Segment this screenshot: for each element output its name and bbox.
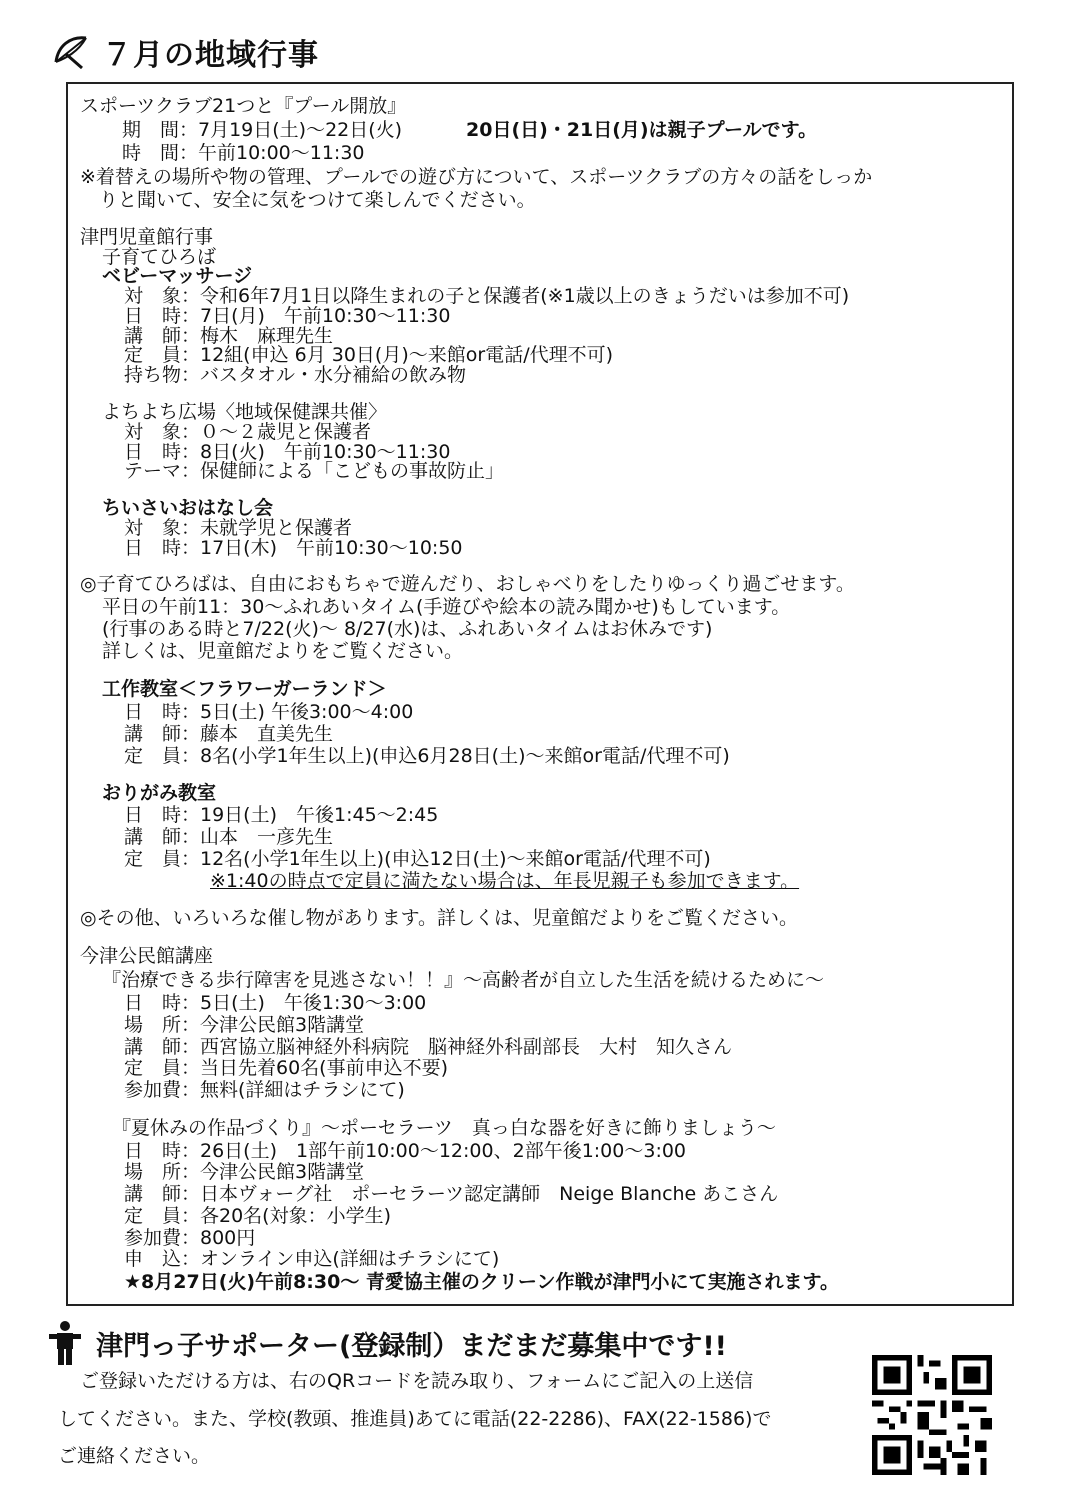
event-line: 定 員：12組(申込 6月 30日(月)〜来館or電話/代理不可): [124, 344, 614, 366]
event-line: 期 間：7月19日(土)〜22日(火): [122, 119, 403, 141]
event-line: 時 間：午前10:00〜11:30: [122, 142, 365, 164]
event-line: 今津公民館講座: [80, 945, 214, 967]
event-line: 日 時：5日(土) 午後1:30〜3:00: [124, 992, 427, 1014]
event-line: 日 時：19日(土) 午後1:45〜2:45: [124, 804, 439, 826]
event-line: 定 員：8名(小学1年生以上)(申込6月28日(土)〜来館or電話/代理不可): [124, 745, 730, 767]
event-line: 子育てひろば: [102, 246, 217, 268]
event-line: 工作教室＜フラワーガーランド＞: [102, 678, 387, 700]
event-line: ◎子育てひろばは、自由におもちゃで遊んだり、おしゃべりをしたりゆっくり過ごせます。: [80, 573, 855, 595]
event-line: よちよち広場〈地域保健課共催〉: [102, 401, 388, 423]
event-line: 参加費：800円: [124, 1227, 256, 1249]
supporter-title: 津門っ子サポーター(登録制）まだまだ募集中です!!: [96, 1330, 727, 1362]
supporter-text-line2: してください。また、学校(教頭、推進員)あてに電話(22-2286)、FAX(22-1586)で: [58, 1408, 772, 1430]
event-line: ちいさいおはなし会: [102, 497, 274, 519]
event-line: 申 込：オンライン申込(詳細はチラシにて): [124, 1248, 500, 1270]
event-line: 日 時：5日(土) 午後3:00〜4:00: [124, 701, 414, 723]
supporter-text-line3: ご連絡ください。: [58, 1445, 211, 1467]
event-line: 持ち物：バスタオル・水分補給の飲み物: [124, 364, 467, 386]
event-line: 平日の午前11：30〜ふれあいタイム(手遊びや絵本の読み聞かせ)もしています。: [102, 596, 791, 618]
event-line: 場 所：今津公民館3階講堂: [124, 1161, 365, 1183]
event-line: 参加費：無料(詳細はチラシにて): [124, 1079, 405, 1101]
event-line: 対 象：０〜２歳児と保護者: [124, 421, 372, 443]
event-line: テーマ：保健師による「こどもの事故防止」: [124, 460, 505, 482]
section-header: [52, 30, 319, 74]
umbrella-icon: [52, 32, 92, 72]
event-line: 場 所：今津公民館3階講堂: [124, 1014, 365, 1036]
event-line: 定 員：当日先着60名(事前申込不要): [124, 1057, 449, 1079]
event-line: 日 時：17日(木) 午前10:30〜10:50: [124, 537, 463, 559]
event-line: 日 時：26日(土) 1部午前10:00〜12:00、2部午後1:00〜3:00: [124, 1140, 687, 1162]
event-line: 対 象：未就学児と保護者: [124, 517, 353, 539]
page-title: ７月の地域行事: [102, 38, 319, 73]
event-line: ★8月27日(火)午前8:30〜 青愛協主催のクリーン作戦が津門小にて実施されます。: [124, 1271, 840, 1293]
event-line: 講 師：藤本 直美先生: [124, 723, 334, 745]
event-line: ◎その他、いろいろな催し物があります。詳しくは、児童館だよりをご覧ください。: [80, 907, 799, 929]
person-icon: [48, 1320, 82, 1366]
event-line: (行事のある時と7/22(火)〜 8/27(水)は、ふれあいタイムはお休みです): [102, 618, 713, 640]
supporter-header: [48, 1320, 727, 1366]
event-line: 『夏休みの作品づくり』〜ポーセラーツ 真っ白な器を好きに飾りましょう〜: [112, 1117, 776, 1139]
event-line: ※1:40の時点で定員に満たない場合は、年長児親子も参加できます。: [210, 870, 800, 892]
event-line: 定 員：12名(小学1年生以上)(申込12日(土)〜来館or電話/代理不可): [124, 848, 711, 870]
qr-code-icon[interactable]: [872, 1355, 992, 1475]
event-line: スポーツクラブ21つと『プール開放』: [80, 95, 407, 117]
event-line: ベビーマッサージ: [102, 265, 253, 287]
event-line: 詳しくは、児童館だよりをご覧ください。: [102, 640, 464, 662]
event-line: ※着替えの場所や物の管理、プールでの遊び方について、スポーツクラブの方々の話をしっか: [80, 166, 873, 188]
event-line: 講 師：日本ヴォーグ社 ポーセラーツ認定講師 Neige Blanche あこさん: [124, 1183, 779, 1205]
event-line: 日 時：7日(月) 午前10:30〜11:30: [124, 305, 451, 327]
event-line: 定 員：各20名(対象：小学生): [124, 1205, 392, 1227]
event-line: 津門児童館行事: [80, 226, 214, 248]
supporter-text-line1: ご登録いただける方は、右のQRコードを読み取り、フォームにご記入の上送信: [80, 1370, 754, 1392]
event-line: 講 師：山本 一彦先生: [124, 826, 334, 848]
event-line: おりがみ教室: [102, 782, 217, 804]
event-line: 対 象：令和6年7月1日以降生まれの子と保護者(※1歳以上のきょうだいは参加不可): [124, 285, 850, 307]
event-line: 『治療できる歩行障害を見逃さない！！』〜高齢者が自立した生活を続けるために〜: [102, 969, 825, 991]
event-line: 20日(日)・21日(月)は親子プールです。: [466, 119, 818, 141]
event-line: 講 師：梅木 麻理先生: [124, 325, 334, 347]
event-line: りと聞いて、安全に気をつけて楽しんでください。: [80, 189, 536, 211]
event-line: 日 時：8日(火) 午前10:30〜11:30: [124, 441, 451, 463]
event-line: 講 師：西宮協立脳神経外科病院 脳神経外科副部長 大村 知久さん: [124, 1036, 733, 1058]
